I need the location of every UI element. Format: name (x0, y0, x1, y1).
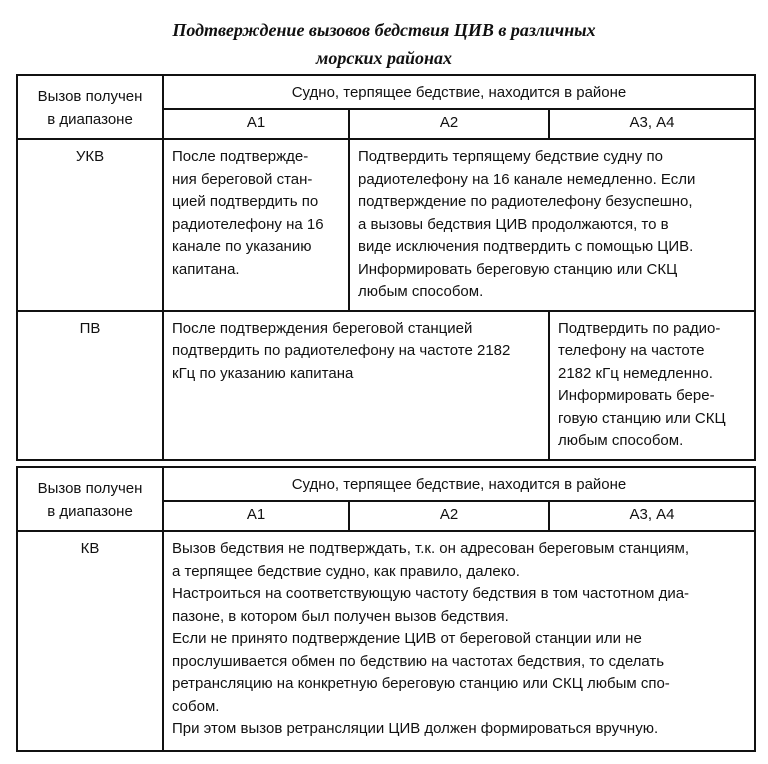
title-line-1: Подтверждение вызовов бедствия ЦИВ в различных (172, 20, 596, 40)
band-column-header-2: Вызов получен в диапазоне (17, 467, 163, 531)
ukv-a1-cell: После подтвержде- ния береговой стан- цией подтвердить по радиотелефону на 16 канале по указанию капитана. (163, 139, 349, 311)
pv-a1-a2-cell: После подтверждения береговой станцией подтвердить по радиотелефону на частоте 2182 кГц по указанию капитана (163, 311, 549, 460)
area-a1-header-2: А1 (163, 501, 349, 531)
title-line-2: морских районах (316, 48, 452, 68)
page-title (0, 16, 768, 72)
table-ukv-pv (16, 74, 756, 461)
ukv-a2-a4-cell: Подтвердить терпящему бедствие судну по радиотелефону на 16 канале немедленно. Если подтверждение по радиотелефону безуспешно, а вызовы бедствия ЦИВ продолжаются, то в виде исключения подтвердить с помощью ЦИВ. Информировать береговую станцию или СКЦ любым способом. (349, 139, 755, 311)
area-a1-header: А1 (163, 109, 349, 139)
band-kv: КВ (17, 531, 163, 751)
pv-a3-a4-cell: Подтвердить по радио- телефону на частоте 2182 кГц немедленно. Информировать бере- говую станцию или СКЦ любым способом. (549, 311, 755, 460)
kv-all-areas-cell: Вызов бедствия не подтверждать, т.к. он адресован береговым станциям, а терпящее бедствие судно, как правило, далеко. Настроиться на соответствующую частоту бедствия в том частотном диа- пазоне, в котором был получен вызов бедствия. Если не принято подтверждение ЦИВ от береговой станции или не прослушивается обмен по бедствию на частотах бедствия, то сделать ретрансляцию на конкретную береговую станцию или СКЦ любым спо- собом. При этом вызов ретрансляции ЦИВ должен формироваться вручную. (163, 531, 755, 751)
table-kv (16, 466, 756, 752)
area-a2-header-2: А2 (349, 501, 549, 531)
area-a2-header: А2 (349, 109, 549, 139)
band-column-header: Вызов получен в диапазоне (17, 75, 163, 139)
band-pv: ПВ (17, 311, 163, 460)
area-header-2: Судно, терпящее бедствие, находится в районе (163, 467, 755, 501)
band-ukv: УКВ (17, 139, 163, 311)
area-a3a4-header-2: А3, А4 (549, 501, 755, 531)
area-a3a4-header: А3, А4 (549, 109, 755, 139)
area-header: Судно, терпящее бедствие, находится в районе (163, 75, 755, 109)
